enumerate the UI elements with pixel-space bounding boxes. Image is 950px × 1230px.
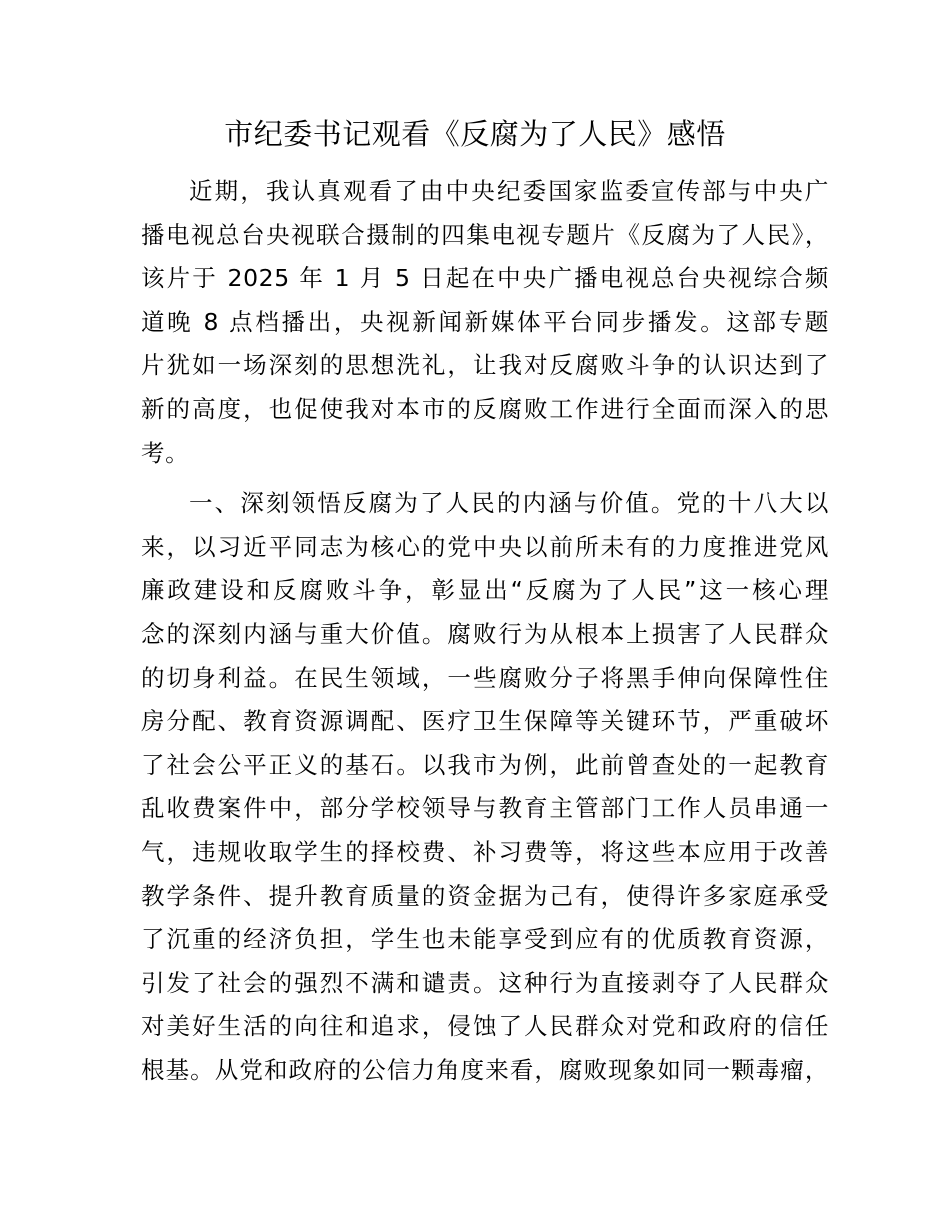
text-line: 乱收费案件中，部分学校领导与教育主管部门工作人员串通一 [141,794,829,823]
text-line: 播电视总台央视联合摄制的四集电视专题片《反腐为了人民》， [141,220,829,249]
document-body [141,170,841,1092]
text-line: 考。 [141,438,190,467]
text-line: 根基。从党和政府的公信力角度来看，腐败现象如同一颗毒瘤， [141,1055,829,1084]
text-line: 廉政建设和反腐败斗争，彰显出“反腐为了人民”这一核心理 [141,576,829,605]
text-line: 该片于 2025 年 1 月 5 日起在中央广播电视总台央视综合频 [141,264,829,293]
text-line: 了沉重的经济负担，学生也未能享受到应有的优质教育资源， [141,925,829,954]
text-line: 房分配、教育资源调配、医疗卫生保障等关键环节，严重破坏 [141,707,829,736]
text-line: 新的高度，也促使我对本市的反腐败工作进行全面而深入的思 [141,394,829,423]
text-line: 引发了社会的强烈不满和谴责。这种行为直接剥夺了人民群众 [141,968,829,997]
text-line: 来，以习近平同志为核心的党中央以前所未有的力度推进党风 [141,532,829,561]
paragraph-intro [141,170,841,475]
text-line: 一、深刻领悟反腐为了人民的内涵与价值。党的十八大以 [189,489,829,518]
text-line: 道晚 8 点档播出，央视新闻新媒体平台同步播发。这部专题 [141,307,829,336]
text-line: 近期，我认真观看了由中央纪委国家监委宣传部与中央广 [189,177,829,205]
text-line: 对美好生活的向往和追求，侵蚀了人民群众对党和政府的信任 [141,1012,829,1041]
text-line: 气，违规收取学生的择校费、补习费等，将这些本应用于改善 [141,837,829,866]
paragraph-section-one [141,482,841,1092]
text-line: 了社会公平正义的基石。以我市为例，此前曾查处的一起教育 [141,750,829,779]
paragraph-gap [141,475,841,482]
document-title: 市纪委书记观看《反腐为了人民》感悟 [224,117,726,151]
text-line: 的切身利益。在民生领域，一些腐败分子将黑手伸向保障性住 [141,663,829,692]
text-line: 片犹如一场深刻的思想洗礼，让我对反腐败斗争的认识达到了 [141,351,829,380]
text-line: 念的深刻内涵与重大价值。腐败行为从根本上损害了人民群众 [141,619,829,648]
text-line: 教学条件、提升教育质量的资金据为己有，使得许多家庭承受 [141,881,829,910]
